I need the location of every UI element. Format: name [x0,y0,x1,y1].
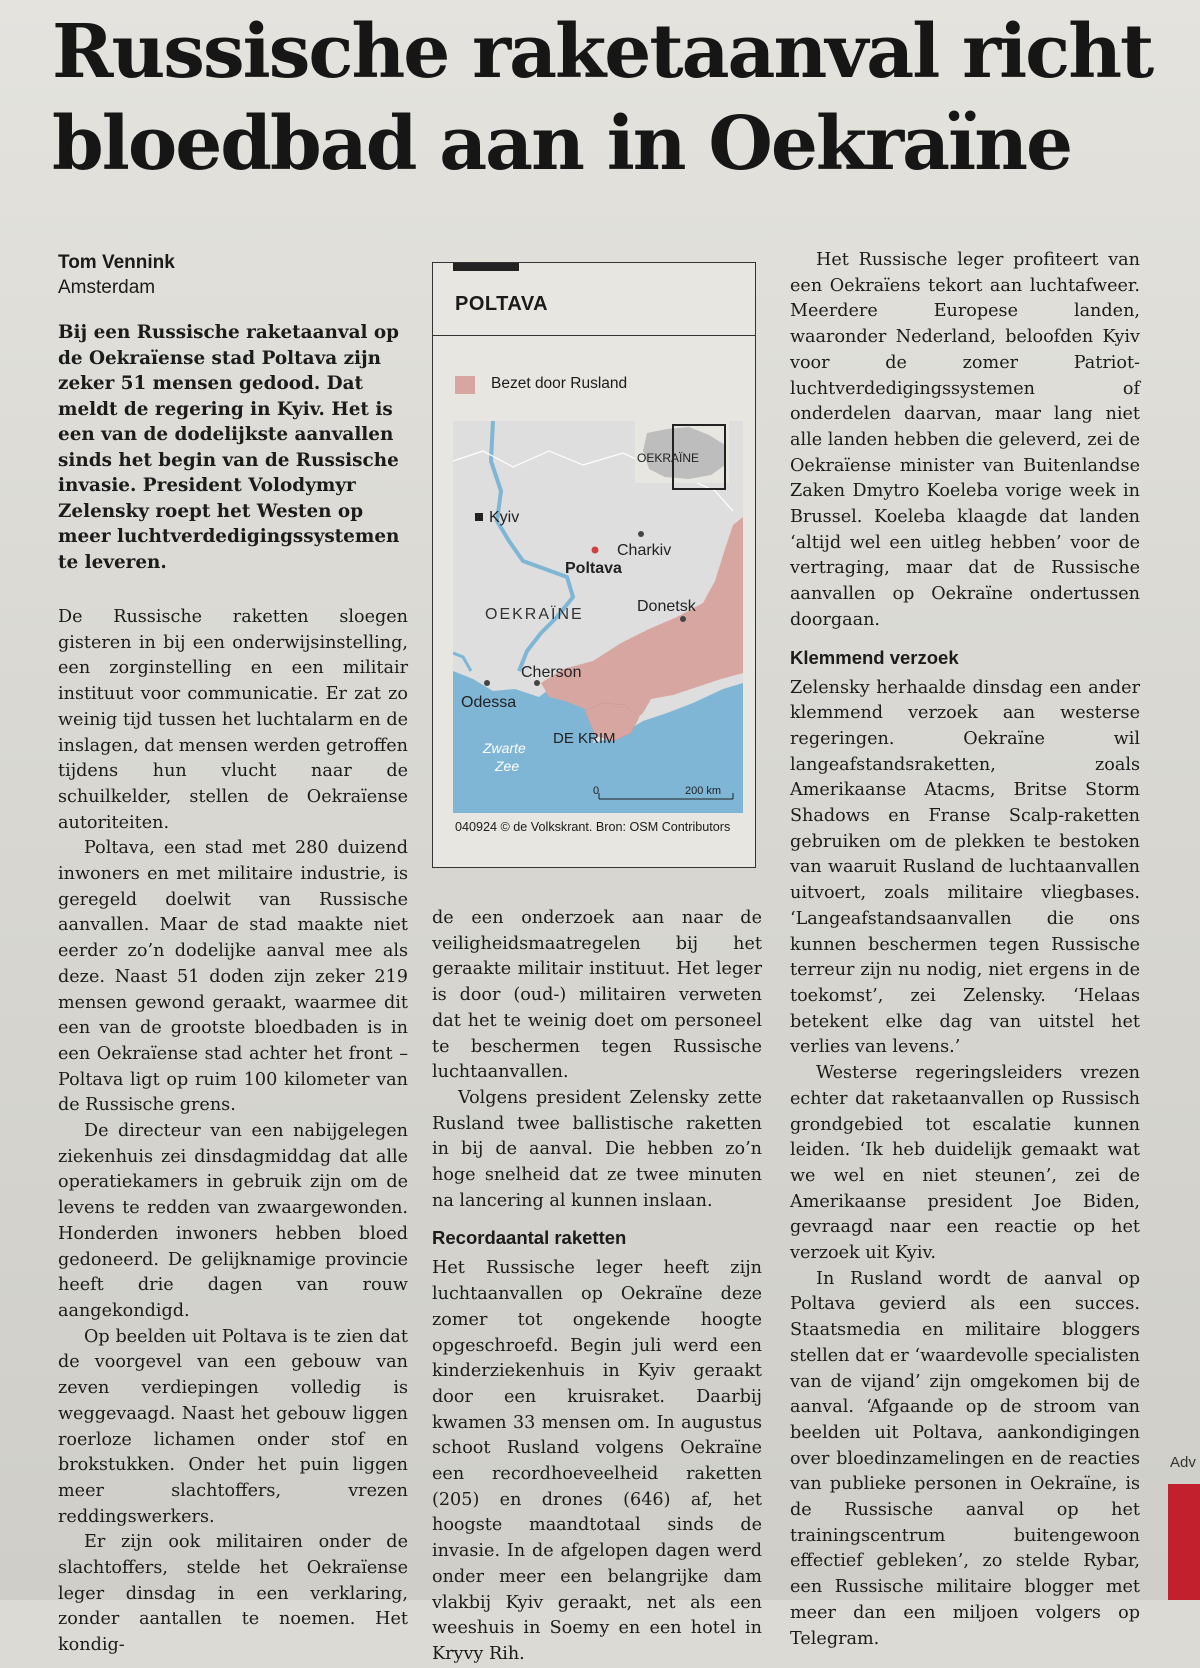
legend-swatch-occupied [455,376,475,394]
poltava-marker [592,547,599,554]
map-top-bar [453,263,519,271]
body-paragraph: de een onderzoek aan naar de veiligheidsmaatregelen bij het geraakte militair instituut. Het leger is door (oud-) militairen verweten dat het te weinig doet om personeel te beschermen tegen Russische luchtaanvallen. [432,908,762,1083]
subheading: Klemmend verzoek [790,646,959,668]
advertisement-label: Adv [1170,1454,1196,1471]
body-paragraph: Westerse regeringsleiders vrezen echter dat raketaanvallen op Russisch grondgebied tot escalatie kunnen leiden. ‘Ik heb duidelijk gemaakt wat we wel en niet steunen’, zei de Amerikaanse president Joe Biden, gevraagd naar een reactie op het verzoek uit Kyiv. [790,1063,1140,1264]
lead-paragraph: Bij een Russische raketaanval op de Oekraïense stad Poltava zijn zeker 51 mensen gedood. Dat meldt de regering in Kyiv. Het is een van de dodelijkste aanvallen sinds het begin van de Russische invasie. President Volodymyr Zelensky roept het Westen op meer luchtverdedigingssystemen te leveren. [58,322,400,573]
donetsk-label: Donetsk [637,598,696,615]
map-divider [433,335,755,336]
charkiv-marker [638,531,644,537]
advertisement-red-block [1168,1484,1200,1600]
sea-label-line-1: Zwarte [483,740,526,756]
body-paragraph: De directeur van een nabijgelegen ziekenhuis zei dinsdagmiddag dat alle operatiekamers in gebruik zijn om de levens te redden van zwaargewonden. Honderden inwoners hebben bloed gedoneerd. De gelijknamige provincie heeft drie dagen van rouw aangekondigd. [58,1121,408,1321]
body-paragraph: In Rusland wordt de aanval op Poltava gevierd als een succes. Staatsmedia en militaire bloggers stellen dat er ‘waardevolle specialisten van de vijand’ zijn omgekomen bij de aanval. ‘Afgaande op de stroom van beelden uit Poltava, aankondigingen over bloedinzamelingen en de reacties van publieke personen in Oekraïne, is de Russische aanval op het trainingscentrum buitengewoon effectief gebleken’, zo stelde Rybar, een Russische militaire blogger met meer dan een miljoen volgers op Telegram. [790,1268,1140,1649]
author-name: Tom Vennink [58,252,175,273]
headline-line-2: bloedbad aan in Oekraïne [52,101,1072,187]
kyiv-marker [475,513,483,521]
body-paragraph: Er zijn ook militairen onder de slachtoffers, stelde het Oekraïense leger dinsdag in een verklaring, zonder aantallen te noemen. Het kondig- [58,1532,408,1656]
odessa-marker [484,680,490,686]
odessa-label: Odessa [461,694,517,711]
charkiv-label: Charkiv [617,542,672,559]
body-paragraph: De Russische raketten sloegen gisteren in bij een onderwijsinstelling, een zorginstelling en een militair instituut voor communicatie. Er zat zo weinig tijd tussen het luchtalarm en de inslagen, dat mensen werden getroffen tijdens hun vlucht naar de schuilkelder, stellen de Oekraïense autoriteiten. [58,607,408,833]
scale-zero-label: 0 [593,785,600,797]
column-3 [790,248,1140,1652]
headline-line-1: Russische raketaanval richt [52,9,1153,95]
ukraine-map [453,421,743,813]
subheading: Recordaantal raketten [432,1227,627,1249]
poltava-label: Poltava [565,560,622,577]
column-2 [432,906,762,1668]
body-paragraph: Zelensky herhaalde dinsdag een ander klemmend verzoek aan westerse regeringen. Oekraïne wil langeafstandsraketten, zoals Amerikaanse Atacms, Britse Storm Shadows en Franse Scalp-raketten gebruiken om de plekken te bestoken van waaruit Rusland de luchtaanvallen uitvoert, zoals militaire vliegbases. ‘Langeafstandsaanvallen die ons kunnen beschermen tegen Russische terreur zijn nu nodig, niet ergens in de toekomst’, zei Zelensky. ‘Helaas betekent elke dag van uitstel het verlies van levens.’ [790,677,1140,1058]
body-paragraph: Het Russische leger heeft zijn luchtaanvallen op Oekraïne deze zomer tot ongekende hoogte opgeschroefd. Begin juli werd een kinderziekenhuis in Kyiv geraakt door een kruisraket. Daarbij kwamen 33 mensen om. In augustus schoot Rusland volgens Oekraïne een recordhoeveelheid raketten (205) en drones (646) af, het hoogste maandtotaal sinds de invasie. In de afgelopen dagen werd onder meer een belangrijke dam vlakbij Kyiv geraakt, net als een weeshuis in Soemy en een hotel in Kryvy Rih. [432,1258,762,1664]
sea-label-line-2: Zee [495,758,520,774]
map-credit: 040924 © de Volkskrant. Bron: OSM Contributors [455,820,731,834]
kyiv-label: Kyiv [489,509,520,526]
crimea-label: DE KRIM [553,730,616,747]
headline [52,6,1152,190]
map-title: POLTAVA [455,293,549,315]
country-label: OEKRAÏNE [485,606,584,623]
column-1 [58,250,408,1659]
author-location: Amsterdam [58,277,156,298]
map-infographic [432,262,756,868]
donetsk-marker [680,616,686,622]
body-paragraph: Op beelden uit Poltava is te zien dat de voorgevel van een gebouw van zeven verdiepingen volledig is weggevaagd. Naast het gebouw liggen roerloze lichamen onder stof en brokstukken. Onder het puin liggen meer slachtoffers, vrezen reddingswerkers. [58,1326,408,1527]
cherson-label: Cherson [521,664,582,681]
body-paragraph: Het Russische leger profiteert van een Oekraïens tekort aan luchtafweer. Meerdere Europese landen, waaronder Nederland, beloofden Kyiv voor de zomer Patriot-luchtverdedigingssystemen of onderdelen daarvan, maar lang niet alle landen hebben die geleverd, zei de Oekraïense minister van Buitenlandse Zaken Dmytro Koeleba vorige week in Brussel. Koeleba klaagde dat landen ‘altijd wel een uitleg hebben’ voor de vertraging, maar dat de Russische aanvallen op Oekraïne ondertussen doorgaan. [790,250,1140,630]
inset-country-label: OEKRAÏNE [637,451,700,465]
legend-label: Bezet door Rusland [491,375,628,392]
body-paragraph: Volgens president Zelensky zette Rusland twee ballistische raketten in bij de aanval. Die hebben zo’n hoge snelheid dat ze twee minuten na lancering al kunnen inslaan. [432,1087,762,1211]
scale-end-label: 200 km [685,785,722,797]
body-paragraph: Poltava, een stad met 280 duizend inwoners en met militaire industrie, is geregeld doelwit van Russische aanvallen. Maar de stad maakte niet eerder zo’n dodelijke aanval mee als deze. Naast 51 doden zijn zeker 219 mensen gewond geraakt, waarmee dit een van de grootste bloedbaden is in een Oekraïense stad achter het front – Poltava ligt op ruim 100 kilometer van de Russische grens. [58,838,408,1116]
